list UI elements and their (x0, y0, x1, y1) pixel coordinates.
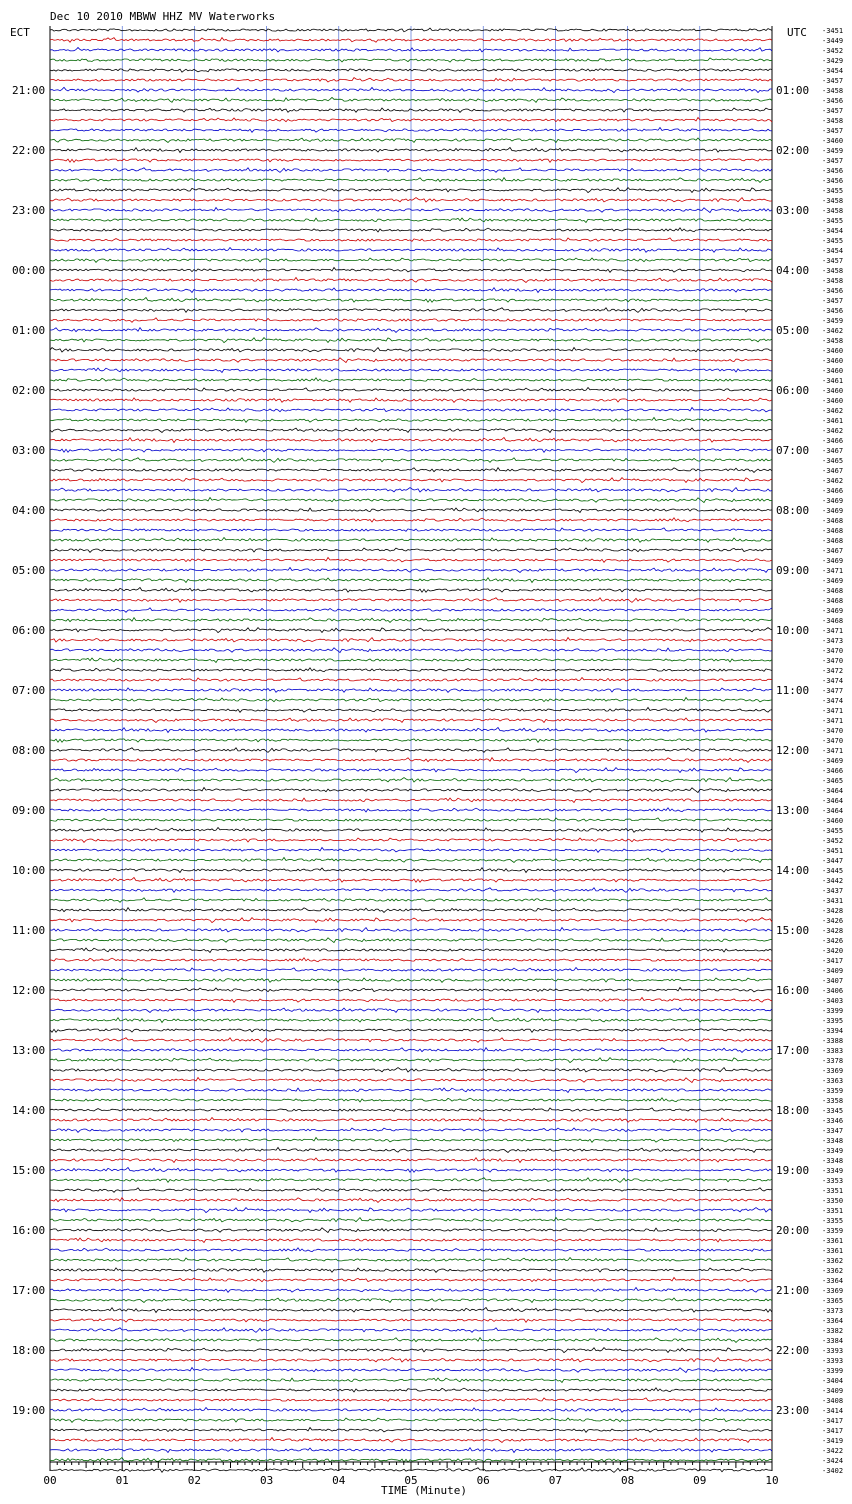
trace-offset-label: -3349 (822, 1167, 844, 1175)
trace-offset-label: -3459 (822, 317, 844, 325)
trace-offset-label: -3409 (822, 967, 844, 975)
trace-offset-label: -3447 (822, 857, 844, 865)
trace-offset-label: -3455 (822, 237, 844, 245)
trace-offset-label: -3458 (822, 197, 844, 205)
trace-offset-label: -3466 (822, 437, 844, 445)
trace-offset-label: -3445 (822, 867, 844, 875)
ect-hour-label: 21:00 (12, 84, 46, 97)
trace-offset-label: -3452 (822, 47, 844, 55)
trace-offset-label: -3364 (822, 1317, 844, 1325)
ect-hour-label: 11:00 (12, 924, 46, 937)
trace-offset-label: -3422 (822, 1447, 844, 1455)
trace-offset-label: -3457 (822, 257, 844, 265)
trace-offset-label: -3457 (822, 77, 844, 85)
utc-hour-label: 23:00 (776, 1404, 810, 1417)
x-tick-label-07: 07 (548, 1474, 563, 1487)
trace-offset-label: -3369 (822, 1287, 844, 1295)
trace-offset-label: -3471 (822, 707, 844, 715)
trace-offset-label: -3471 (822, 747, 844, 755)
trace-offset-label: -3460 (822, 817, 844, 825)
trace-offset-label: -3470 (822, 657, 844, 665)
trace-offset-label: -3364 (822, 1277, 844, 1285)
utc-hour-label: 07:00 (776, 444, 810, 457)
trace-offset-label: -3395 (822, 1017, 844, 1025)
ect-hour-label: 01:00 (12, 324, 46, 337)
trace-offset-label: -3474 (822, 697, 844, 705)
trace-offset-label: -3404 (822, 1377, 844, 1385)
trace-offset-label: -3460 (822, 367, 844, 375)
trace-offset-label: -3472 (822, 667, 844, 675)
ect-hour-label: 14:00 (12, 1104, 46, 1117)
trace-offset-label: -3458 (822, 87, 844, 95)
trace-offset-label: -3456 (822, 97, 844, 105)
trace-offset-label: -3414 (822, 1407, 844, 1415)
trace-offset-label: -3408 (822, 1397, 844, 1405)
utc-hour-label: 11:00 (776, 684, 810, 697)
trace-offset-label: -3345 (822, 1107, 844, 1115)
trace-offset-label: -3464 (822, 807, 844, 815)
ect-hour-label: 13:00 (12, 1044, 46, 1057)
utc-hour-label: 21:00 (776, 1284, 810, 1297)
trace-offset-label: -3359 (822, 1227, 844, 1235)
ect-hour-label: 07:00 (12, 684, 46, 697)
trace-offset-label: -3459 (822, 147, 844, 155)
trace-offset-label: -3378 (822, 1057, 844, 1065)
trace-offset-label: -3428 (822, 907, 844, 915)
utc-hour-label: 09:00 (776, 564, 810, 577)
ect-hour-label: 08:00 (12, 744, 46, 757)
trace-offset-label: -3456 (822, 167, 844, 175)
trace-offset-label: -3464 (822, 797, 844, 805)
x-tick-label-10: 10 (765, 1474, 779, 1487)
trace-offset-label: -3460 (822, 347, 844, 355)
trace-offset-label: -3409 (822, 1387, 844, 1395)
trace-offset-label: -3461 (822, 417, 844, 425)
trace-offset-label: -3449 (822, 37, 844, 45)
trace-offset-label: -3456 (822, 307, 844, 315)
trace-offset-label: -3456 (822, 177, 844, 185)
trace-offset-label: -3466 (822, 767, 844, 775)
trace-offset-label: -3454 (822, 247, 844, 255)
trace-offset-label: -3470 (822, 727, 844, 735)
trace-offset-label: -3461 (822, 377, 844, 385)
trace-offset-label: -3348 (822, 1137, 844, 1145)
trace-offset-label: -3467 (822, 447, 844, 455)
trace-offset-label: -3351 (822, 1187, 844, 1195)
trace-offset-label: -3464 (822, 787, 844, 795)
ect-hour-label: 17:00 (12, 1284, 46, 1297)
ect-hour-label: 09:00 (12, 804, 46, 817)
trace-offset-label: -3399 (822, 1007, 844, 1015)
utc-hour-label: 05:00 (776, 324, 810, 337)
ect-hour-label: 00:00 (12, 264, 46, 277)
utc-hour-label: 12:00 (776, 744, 810, 757)
trace-offset-label: -3457 (822, 157, 844, 165)
trace-offset-label: -3359 (822, 1087, 844, 1095)
utc-hour-label: 20:00 (776, 1224, 810, 1237)
trace-offset-label: -3474 (822, 677, 844, 685)
trace-offset-label: -3455 (822, 827, 844, 835)
utc-hour-label: 02:00 (776, 144, 810, 157)
trace-offset-label: -3457 (822, 107, 844, 115)
chart-title: Dec 10 2010 MBWW HHZ MV Waterworks (50, 10, 276, 23)
trace-offset-label: -3383 (822, 1047, 844, 1055)
utc-hour-label: 10:00 (776, 624, 810, 637)
trace-offset-label: -3382 (822, 1327, 844, 1335)
trace-offset-label: -3393 (822, 1347, 844, 1355)
trace-offset-label: -3407 (822, 977, 844, 985)
x-axis-title: TIME (Minute) (380, 1484, 468, 1497)
trace-offset-label: -3347 (822, 1127, 844, 1135)
trace-offset-label: -3426 (822, 917, 844, 925)
trace-offset-label: -3469 (822, 507, 844, 515)
ect-hour-label: 12:00 (12, 984, 46, 997)
utc-hour-label: 04:00 (776, 264, 810, 277)
ect-hour-label: 03:00 (12, 444, 46, 457)
x-tick-label-05: 05 (404, 1474, 418, 1487)
trace-offset-label: -3358 (822, 1097, 844, 1105)
trace-offset-label: -3451 (822, 27, 844, 35)
trace-offset-label: -3417 (822, 1427, 844, 1435)
trace-offset-labels (822, 27, 843, 1475)
trace-offset-label: -3469 (822, 607, 844, 615)
trace-offset-label: -3462 (822, 327, 844, 335)
trace-offset-label: -3429 (822, 57, 844, 65)
utc-hour-label: 03:00 (776, 204, 810, 217)
x-tick-label-09: 09 (693, 1474, 707, 1487)
ect-hour-label: 23:00 (12, 204, 46, 217)
trace-offset-label: -3349 (822, 1147, 844, 1155)
utc-hour-label: 13:00 (776, 804, 810, 817)
trace-offset-label: -3402 (822, 1467, 844, 1475)
trace-offset-label: -3469 (822, 577, 844, 585)
trace-offset-label: -3384 (822, 1337, 844, 1345)
trace-offset-label: -3462 (822, 407, 844, 415)
ect-hour-label: 10:00 (12, 864, 46, 877)
trace-offset-label: -3456 (822, 287, 844, 295)
trace-offset-label: -3465 (822, 457, 844, 465)
trace-offset-label: -3457 (822, 297, 844, 305)
trace-offset-label: -3468 (822, 587, 844, 595)
trace-offset-label: -3457 (822, 127, 844, 135)
utc-hour-label: 18:00 (776, 1104, 810, 1117)
utc-hour-label: 15:00 (776, 924, 810, 937)
trace-offset-label: -3460 (822, 387, 844, 395)
trace-offset-label: -3417 (822, 1417, 844, 1425)
trace-offset-label: -3424 (822, 1457, 844, 1465)
ect-hour-label: 18:00 (12, 1344, 46, 1357)
ect-hour-label: 19:00 (12, 1404, 46, 1417)
trace-offset-label: -3467 (822, 467, 844, 475)
ect-hour-label: 22:00 (12, 144, 46, 157)
trace-offset-label: -3419 (822, 1437, 844, 1445)
utc-hour-label: 19:00 (776, 1164, 810, 1177)
trace-offset-label: -3468 (822, 617, 844, 625)
trace-offset-label: -3471 (822, 627, 844, 635)
trace-offset-label: -3454 (822, 67, 844, 75)
trace-offset-label: -3406 (822, 987, 844, 995)
trace-offset-label: -3361 (822, 1237, 844, 1245)
utc-hour-label: 22:00 (776, 1344, 810, 1357)
trace-offset-label: -3393 (822, 1357, 844, 1365)
x-tick-label-02: 02 (187, 1474, 202, 1487)
utc-hour-label: 08:00 (776, 504, 810, 517)
trace-offset-label: -3468 (822, 597, 844, 605)
trace-offset-label: -3458 (822, 207, 844, 215)
trace-offset-label: -3353 (822, 1177, 844, 1185)
trace-offset-label: -3442 (822, 877, 844, 885)
trace-offset-label: -3477 (822, 687, 844, 695)
x-tick-label-01: 01 (115, 1474, 129, 1487)
trace-offset-label: -3460 (822, 397, 844, 405)
trace-offset-label: -3468 (822, 517, 844, 525)
trace-offset-label: -3471 (822, 717, 844, 725)
trace-offset-label: -3351 (822, 1207, 844, 1215)
trace-offset-label: -3469 (822, 757, 844, 765)
trace-offset-label: -3473 (822, 637, 844, 645)
trace-offset-label: -3452 (822, 837, 844, 845)
ect-hour-label: 02:00 (12, 384, 46, 397)
utc-hour-label: 01:00 (776, 84, 810, 97)
trace-offset-label: -3355 (822, 1217, 844, 1225)
trace-offset-label: -3362 (822, 1257, 844, 1265)
ect-hour-label: 15:00 (12, 1164, 46, 1177)
trace-offset-label: -3468 (822, 527, 844, 535)
trace-offset-label: -3403 (822, 997, 844, 1005)
x-tick-label-08: 08 (620, 1474, 635, 1487)
trace-offset-label: -3350 (822, 1197, 844, 1205)
trace-offset-label: -3365 (822, 1297, 844, 1305)
x-tick-label-04: 04 (332, 1474, 346, 1487)
trace-offset-label: -3417 (822, 957, 844, 965)
ect-hour-label: 04:00 (12, 504, 46, 517)
x-tick-label-03: 03 (259, 1474, 274, 1487)
trace-offset-label: -3454 (822, 227, 844, 235)
trace-offset-label: -3437 (822, 887, 844, 895)
trace-offset-label: -3426 (822, 937, 844, 945)
trace-offset-label: -3388 (822, 1037, 844, 1045)
utc-hour-label: 16:00 (776, 984, 810, 997)
trace-offset-label: -3471 (822, 567, 844, 575)
utc-hour-label: 14:00 (776, 864, 810, 877)
trace-offset-label: -3466 (822, 487, 844, 495)
trace-offset-label: -3469 (822, 497, 844, 505)
trace-offset-label: -3394 (822, 1027, 844, 1035)
ect-hour-label: 05:00 (12, 564, 46, 577)
utc-axis-label: UTC (787, 26, 807, 39)
trace-offset-label: -3470 (822, 647, 844, 655)
trace-offset-label: -3373 (822, 1307, 844, 1315)
utc-hour-label: 06:00 (776, 384, 810, 397)
trace-offset-label: -3460 (822, 357, 844, 365)
trace-offset-label: -3451 (822, 847, 844, 855)
trace-offset-label: -3363 (822, 1077, 844, 1085)
trace-offset-label: -3465 (822, 777, 844, 785)
trace-offset-label: -3458 (822, 117, 844, 125)
ect-hour-label: 16:00 (12, 1224, 46, 1237)
trace-offset-label: -3467 (822, 547, 844, 555)
trace-offset-label: -3369 (822, 1067, 844, 1075)
trace-offset-label: -3348 (822, 1157, 844, 1165)
trace-offset-label: -3462 (822, 477, 844, 485)
trace-offset-label: -3346 (822, 1117, 844, 1125)
trace-offset-label: -3469 (822, 557, 844, 565)
trace-offset-label: -3455 (822, 217, 844, 225)
trace-offset-label: -3468 (822, 537, 844, 545)
trace-offset-label: -3460 (822, 137, 844, 145)
trace-offset-label: -3361 (822, 1247, 844, 1255)
trace-offset-label: -3428 (822, 927, 844, 935)
ect-axis-label: ECT (10, 26, 30, 39)
x-tick-label-00: 00 (43, 1474, 57, 1487)
x-tick-label-06: 06 (476, 1474, 490, 1487)
trace-offset-label: -3462 (822, 427, 844, 435)
trace-offset-label: -3470 (822, 737, 844, 745)
trace-offset-label: -3458 (822, 277, 844, 285)
trace-offset-label: -3455 (822, 187, 844, 195)
trace-offset-label: -3431 (822, 897, 844, 905)
utc-hour-label: 17:00 (776, 1044, 810, 1057)
trace-offset-label: -3362 (822, 1267, 844, 1275)
ect-hour-label: 06:00 (12, 624, 46, 637)
trace-offset-label: -3458 (822, 337, 844, 345)
trace-offset-label: -3399 (822, 1367, 844, 1375)
trace-offset-label: -3458 (822, 267, 844, 275)
trace-offset-label: -3420 (822, 947, 844, 955)
